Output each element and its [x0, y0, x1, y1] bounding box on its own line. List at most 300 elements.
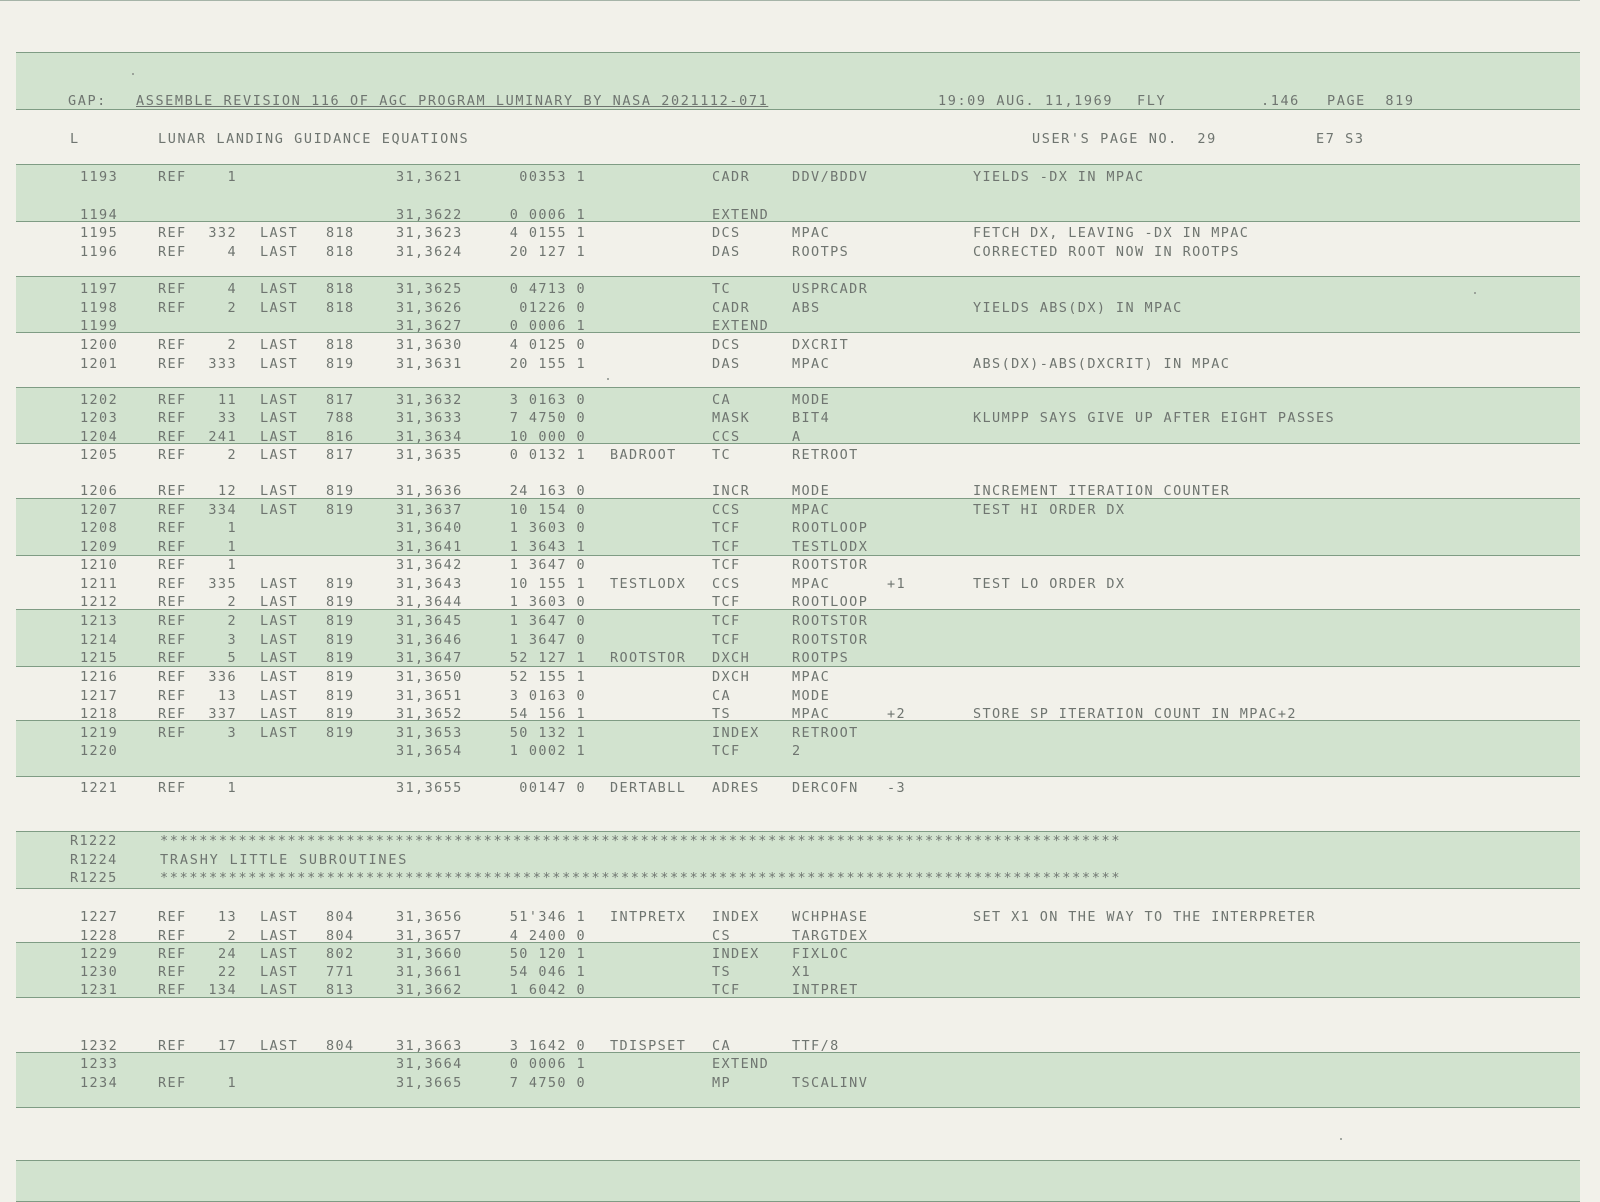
opcode: CA — [712, 1038, 732, 1054]
memory-address: 31,3637 — [396, 502, 463, 518]
memory-address: 31,3652 — [396, 706, 463, 722]
operand-offset: +2 — [887, 706, 907, 722]
last-page: 802 — [326, 946, 355, 962]
ref-count: 1 — [227, 520, 237, 536]
ref-keyword: REF — [158, 650, 187, 666]
assembly-title-text: ASSEMBLE REVISION 116 OF AGC PROGRAM LUMINARY BY NASA 2021112-071 — [136, 93, 769, 109]
line-number: 1207 — [80, 502, 119, 518]
octal-code: 4 2400 0 — [509, 928, 586, 944]
last-page: 788 — [326, 410, 355, 426]
memory-address: 31,3633 — [396, 410, 463, 426]
operand: TTF/8 — [792, 1038, 840, 1054]
memory-address: 31,3627 — [396, 318, 463, 334]
ref-count: 4 — [227, 281, 237, 297]
octal-code: 10 154 0 — [509, 502, 586, 518]
symbol-label: TESTLODX — [610, 576, 687, 592]
octal-code: 54 046 1 — [509, 964, 586, 980]
remark-separator: ************************************************************************************************** — [160, 870, 1122, 886]
octal-code: 4 0125 0 — [509, 337, 586, 353]
octal-code: 7 4750 0 — [509, 1075, 586, 1091]
ref-count — [195, 1055, 237, 1073]
operand: MPAC — [792, 576, 831, 592]
last-page: 819 — [326, 576, 355, 592]
opcode: DAS — [712, 244, 741, 260]
opcode: INDEX — [712, 909, 760, 925]
octal-code: 50 120 1 — [509, 946, 586, 962]
paper-speck — [132, 73, 134, 75]
memory-address: 31,3644 — [396, 594, 463, 610]
comment: TEST LO ORDER DX — [973, 576, 1126, 592]
opcode: TCF — [712, 613, 741, 629]
opcode: INCR — [712, 483, 751, 499]
operand-offset: -3 — [887, 780, 907, 796]
line-number: 1201 — [80, 356, 119, 372]
memory-address: 31,3632 — [396, 392, 463, 408]
octal-code: 10 000 0 — [509, 429, 586, 445]
symbol-label: ROOTSTOR — [610, 650, 687, 666]
last-page: 819 — [326, 594, 355, 610]
line-number: 1214 — [80, 632, 119, 648]
ref-count: 5 — [227, 650, 237, 666]
operand: DDV/BDDV — [792, 169, 869, 185]
memory-address: 31,3650 — [396, 669, 463, 685]
ref-count: 1 — [227, 539, 237, 555]
last-keyword: LAST — [260, 1038, 299, 1054]
memory-address: 31,3624 — [396, 244, 463, 260]
ref-keyword: REF — [158, 1075, 187, 1091]
opcode: TS — [712, 964, 732, 980]
memory-address: 31,3660 — [396, 946, 463, 962]
section-title: LUNAR LANDING GUIDANCE EQUATIONS — [158, 131, 470, 147]
ref-keyword: REF — [158, 429, 187, 445]
remark-line-number: R1222 — [70, 833, 118, 849]
line-number: 1233 — [80, 1056, 119, 1072]
comment: YIELDS ABS(DX) IN MPAC — [973, 300, 1183, 316]
last-page: 818 — [326, 281, 355, 297]
opcode: TC — [712, 281, 732, 297]
memory-address: 31,3636 — [396, 483, 463, 499]
line-number: 1196 — [80, 244, 119, 260]
memory-address: 31,3651 — [396, 688, 463, 704]
ref-count: 2 — [227, 928, 237, 944]
ref-keyword: REF — [158, 447, 187, 463]
octal-code: 24 163 0 — [509, 483, 586, 499]
memory-address: 31,3664 — [396, 1056, 463, 1072]
last-page: 817 — [326, 447, 355, 463]
memory-address: 31,3661 — [396, 964, 463, 980]
operand: ROOTSTOR — [792, 613, 869, 629]
operand: DERCOFN — [792, 780, 859, 796]
ref-keyword: REF — [158, 520, 187, 536]
memory-address: 31,3646 — [396, 632, 463, 648]
line-number: 1227 — [80, 909, 119, 925]
line-number: 1210 — [80, 557, 119, 573]
operand: ROOTSTOR — [792, 557, 869, 573]
opcode: CCS — [712, 502, 741, 518]
last-keyword: LAST — [260, 576, 299, 592]
line-number: 1232 — [80, 1038, 119, 1054]
last-page: 818 — [326, 337, 355, 353]
ref-count: 335 — [208, 576, 237, 592]
opcode: MP — [712, 1075, 732, 1091]
comment: INCREMENT ITERATION COUNTER — [973, 483, 1231, 499]
last-keyword: LAST — [260, 909, 299, 925]
sheet-code: E7 S3 — [1316, 131, 1365, 147]
last-keyword: LAST — [260, 613, 299, 629]
line-number: 1193 — [80, 169, 119, 185]
assembly-timestamp: 19:09 AUG. 11,1969 — [938, 93, 1114, 109]
memory-address: 31,3655 — [396, 780, 463, 796]
last-keyword: LAST — [260, 225, 299, 241]
opcode: CCS — [712, 429, 741, 445]
page-top-edge — [0, 0, 1580, 1]
memory-address: 31,3625 — [396, 281, 463, 297]
operand: X1 — [792, 964, 812, 980]
opcode: EXTEND — [712, 318, 770, 334]
last-keyword: LAST — [260, 928, 299, 944]
opcode: DXCH — [712, 669, 751, 685]
operand: 2 — [792, 743, 802, 759]
opcode: TCF — [712, 743, 741, 759]
line-number: 1208 — [80, 520, 119, 536]
operand: ROOTLOOP — [792, 520, 869, 536]
line-number: 1195 — [80, 225, 119, 241]
opcode: CADR — [712, 169, 751, 185]
last-page: 771 — [326, 964, 355, 980]
ref-count: 241 — [208, 429, 237, 445]
line-number: 1200 — [80, 337, 119, 353]
remark-line-number: R1225 — [70, 870, 118, 886]
octal-code: 52 127 1 — [509, 650, 586, 666]
last-keyword: LAST — [260, 300, 299, 316]
ref-count: 1 — [227, 557, 237, 573]
comment: TEST HI ORDER DX — [973, 502, 1126, 518]
last-page: 819 — [326, 356, 355, 372]
opcode: EXTEND — [712, 207, 770, 223]
last-keyword: LAST — [260, 429, 299, 445]
line-number: 1231 — [80, 982, 119, 998]
line-number: 1219 — [80, 725, 119, 741]
octal-code: 54 156 1 — [509, 706, 586, 722]
last-page: 819 — [326, 650, 355, 666]
octal-code: 51'346 1 — [509, 909, 586, 925]
line-number: 1213 — [80, 613, 119, 629]
ref-count: 13 — [217, 688, 237, 704]
line-number: 1205 — [80, 447, 119, 463]
line-number: 1211 — [80, 576, 119, 592]
operand: ROOTSTOR — [792, 632, 869, 648]
line-number: 1198 — [80, 300, 119, 316]
octal-code: 1 3647 0 — [509, 557, 586, 573]
ref-count: 1 — [227, 1075, 237, 1091]
memory-address: 31,3642 — [396, 557, 463, 573]
operand: BIT4 — [792, 410, 831, 426]
opcode: TCF — [712, 557, 741, 573]
ref-count: 2 — [227, 337, 237, 353]
octal-code: 01226 0 — [519, 300, 586, 316]
last-page: 818 — [326, 244, 355, 260]
comment: FETCH DX, LEAVING -DX IN MPAC — [973, 225, 1250, 241]
ref-count: 3 — [227, 725, 237, 741]
opcode: DCS — [712, 225, 741, 241]
memory-address: 31,3647 — [396, 650, 463, 666]
ref-keyword: REF — [158, 688, 187, 704]
line-number: 1202 — [80, 392, 119, 408]
opcode: INDEX — [712, 946, 760, 962]
ref-keyword: REF — [158, 964, 187, 980]
opcode: CCS — [712, 576, 741, 592]
operand: INTPRET — [792, 982, 859, 998]
ref-count: 333 — [208, 356, 237, 372]
symbol-label: DERTABLL — [610, 780, 687, 796]
octal-code: 7 4750 0 — [509, 410, 586, 426]
operand: MPAC — [792, 225, 831, 241]
opcode: DCS — [712, 337, 741, 353]
last-keyword: LAST — [260, 964, 299, 980]
octal-code: 4 0155 1 — [509, 225, 586, 241]
ref-keyword: REF — [158, 669, 187, 685]
last-keyword: LAST — [260, 447, 299, 463]
last-keyword: LAST — [260, 337, 299, 353]
ref-count — [195, 742, 237, 760]
octal-code: 3 0163 0 — [509, 392, 586, 408]
listing-band — [16, 1160, 1580, 1202]
last-page: 813 — [326, 982, 355, 998]
last-keyword: LAST — [260, 410, 299, 426]
opcode: CADR — [712, 300, 751, 316]
operand: MPAC — [792, 669, 831, 685]
last-page: 818 — [326, 300, 355, 316]
line-number: 1197 — [80, 281, 119, 297]
octal-code: 0 4713 0 — [509, 281, 586, 297]
octal-code: 00147 0 — [519, 780, 586, 796]
assembler-tag: GAP: — [68, 93, 107, 109]
ref-keyword: REF — [158, 706, 187, 722]
memory-address: 31,3653 — [396, 725, 463, 741]
last-keyword: LAST — [260, 632, 299, 648]
memory-address: 31,3622 — [396, 207, 463, 223]
ref-keyword: REF — [158, 244, 187, 260]
last-page: 819 — [326, 688, 355, 704]
line-number: 1194 — [80, 207, 119, 223]
memory-address: 31,3621 — [396, 169, 463, 185]
memory-address: 31,3634 — [396, 429, 463, 445]
operand: MPAC — [792, 706, 831, 722]
line-number: 1212 — [80, 594, 119, 610]
symbol-label: INTPRETX — [610, 909, 687, 925]
remark-separator: ************************************************************************************************** — [160, 833, 1122, 849]
last-page: 804 — [326, 1038, 355, 1054]
opcode: CS — [712, 928, 732, 944]
paper-speck — [1474, 292, 1476, 294]
ref-keyword: REF — [158, 725, 187, 741]
ref-keyword: REF — [158, 946, 187, 962]
operand: ROOTLOOP — [792, 594, 869, 610]
last-page: 817 — [326, 392, 355, 408]
octal-code: 0 0006 1 — [509, 1056, 586, 1072]
ref-keyword: REF — [158, 337, 187, 353]
memory-address: 31,3643 — [396, 576, 463, 592]
ref-keyword: REF — [158, 780, 187, 796]
line-number: 1206 — [80, 483, 119, 499]
ref-keyword: REF — [158, 169, 187, 185]
octal-code: 50 132 1 — [509, 725, 586, 741]
operand: MODE — [792, 483, 831, 499]
octal-code: 0 0006 1 — [509, 318, 586, 334]
ref-keyword: REF — [158, 539, 187, 555]
line-number: 1209 — [80, 539, 119, 555]
ref-count — [195, 317, 237, 335]
ref-count: 334 — [208, 502, 237, 518]
octal-code: 20 155 1 — [509, 356, 586, 372]
operand: ROOTPS — [792, 244, 850, 260]
ref-count: 24 — [217, 946, 237, 962]
opcode: TCF — [712, 632, 741, 648]
last-keyword: LAST — [260, 483, 299, 499]
last-keyword: LAST — [260, 725, 299, 741]
last-page: 816 — [326, 429, 355, 445]
ref-count: 332 — [208, 225, 237, 241]
line-number: 1228 — [80, 928, 119, 944]
octal-code: 1 3603 0 — [509, 594, 586, 610]
opcode: TS — [712, 706, 732, 722]
ref-keyword: REF — [158, 502, 187, 518]
last-keyword: LAST — [260, 244, 299, 260]
ref-keyword: REF — [158, 557, 187, 573]
opcode: TCF — [712, 982, 741, 998]
last-page: 819 — [326, 613, 355, 629]
opcode: CA — [712, 688, 732, 704]
ref-keyword: REF — [158, 1038, 187, 1054]
memory-address: 31,3626 — [396, 300, 463, 316]
ref-keyword: REF — [158, 928, 187, 944]
operand: USPRCADR — [792, 281, 869, 297]
last-page: 819 — [326, 632, 355, 648]
last-keyword: LAST — [260, 281, 299, 297]
last-keyword: LAST — [260, 669, 299, 685]
line-number: 1234 — [80, 1075, 119, 1091]
memory-address: 31,3656 — [396, 909, 463, 925]
line-number: 1216 — [80, 669, 119, 685]
memory-address: 31,3665 — [396, 1075, 463, 1091]
ref-keyword: REF — [158, 392, 187, 408]
comment: SET X1 ON THE WAY TO THE INTERPRETER — [973, 909, 1316, 925]
ref-keyword: REF — [158, 483, 187, 499]
last-page: 819 — [326, 725, 355, 741]
line-number: 1203 — [80, 410, 119, 426]
octal-code: 52 155 1 — [509, 669, 586, 685]
octal-code: 1 0002 1 — [509, 743, 586, 759]
comment: CORRECTED ROOT NOW IN ROOTPS — [973, 244, 1240, 260]
ref-count: 1 — [227, 780, 237, 796]
octal-code: 1 3647 0 — [509, 632, 586, 648]
line-number: 1220 — [80, 743, 119, 759]
octal-code: 0 0132 1 — [509, 447, 586, 463]
ref-count: 17 — [217, 1038, 237, 1054]
memory-address: 31,3654 — [396, 743, 463, 759]
last-keyword: LAST — [260, 688, 299, 704]
octal-code: 1 6042 0 — [509, 982, 586, 998]
memory-address: 31,3663 — [396, 1038, 463, 1054]
last-page: 804 — [326, 928, 355, 944]
memory-address: 31,3630 — [396, 337, 463, 353]
ref-keyword: REF — [158, 300, 187, 316]
operand: DXCRIT — [792, 337, 850, 353]
operand: TARGTDEX — [792, 928, 869, 944]
ref-keyword: REF — [158, 632, 187, 648]
assembly-mode: FLY — [1137, 93, 1167, 109]
operand: MPAC — [792, 356, 831, 372]
remark-title: TRASHY LITTLE SUBROUTINES — [160, 852, 409, 868]
assembly-number: .146 — [1261, 93, 1300, 109]
opcode: CA — [712, 392, 732, 408]
ref-count: 4 — [227, 244, 237, 260]
ref-count: 336 — [208, 669, 237, 685]
operand: ABS — [792, 300, 821, 316]
last-keyword: LAST — [260, 356, 299, 372]
opcode: DAS — [712, 356, 741, 372]
operand: MODE — [792, 392, 831, 408]
ref-count: 22 — [217, 964, 237, 980]
ref-keyword: REF — [158, 410, 187, 426]
opcode: DXCH — [712, 650, 751, 666]
operand: MPAC — [792, 502, 831, 518]
octal-code: 3 0163 0 — [509, 688, 586, 704]
line-number: 1218 — [80, 706, 119, 722]
ref-count: 13 — [217, 909, 237, 925]
line-number: 1230 — [80, 964, 119, 980]
operand: MODE — [792, 688, 831, 704]
paper-speck — [607, 378, 609, 380]
last-keyword: LAST — [260, 946, 299, 962]
memory-address: 31,3645 — [396, 613, 463, 629]
octal-code: 0 0006 1 — [509, 207, 586, 223]
ref-count: 134 — [208, 982, 237, 998]
opcode: MASK — [712, 410, 751, 426]
opcode: EXTEND — [712, 1056, 770, 1072]
memory-address: 31,3623 — [396, 225, 463, 241]
ref-count: 2 — [227, 300, 237, 316]
ref-keyword: REF — [158, 281, 187, 297]
ref-count — [195, 206, 237, 224]
symbol-label: BADROOT — [610, 447, 677, 463]
operand: ROOTPS — [792, 650, 850, 666]
octal-code: 1 3643 1 — [509, 539, 586, 555]
last-page: 804 — [326, 909, 355, 925]
symbol-label: TDISPSET — [610, 1038, 687, 1054]
operand: WCHPHASE — [792, 909, 869, 925]
ref-count: 33 — [217, 410, 237, 426]
last-page: 819 — [326, 706, 355, 722]
line-number: 1199 — [80, 318, 119, 334]
operand: RETROOT — [792, 725, 859, 741]
opcode: TCF — [712, 594, 741, 610]
comment: KLUMPP SAYS GIVE UP AFTER EIGHT PASSES — [973, 410, 1336, 426]
ref-count: 1 — [227, 169, 237, 185]
operand: A — [792, 429, 802, 445]
last-page: 819 — [326, 502, 355, 518]
last-keyword: LAST — [260, 392, 299, 408]
comment: ABS(DX)-ABS(DXCRIT) IN MPAC — [973, 356, 1231, 372]
octal-code: 1 3603 0 — [509, 520, 586, 536]
ref-keyword: REF — [158, 356, 187, 372]
last-keyword: LAST — [260, 706, 299, 722]
line-number: 1229 — [80, 946, 119, 962]
last-page: 819 — [326, 669, 355, 685]
memory-address: 31,3635 — [396, 447, 463, 463]
users-page-number: USER'S PAGE NO. 29 — [1032, 131, 1217, 147]
opcode: INDEX — [712, 725, 760, 741]
